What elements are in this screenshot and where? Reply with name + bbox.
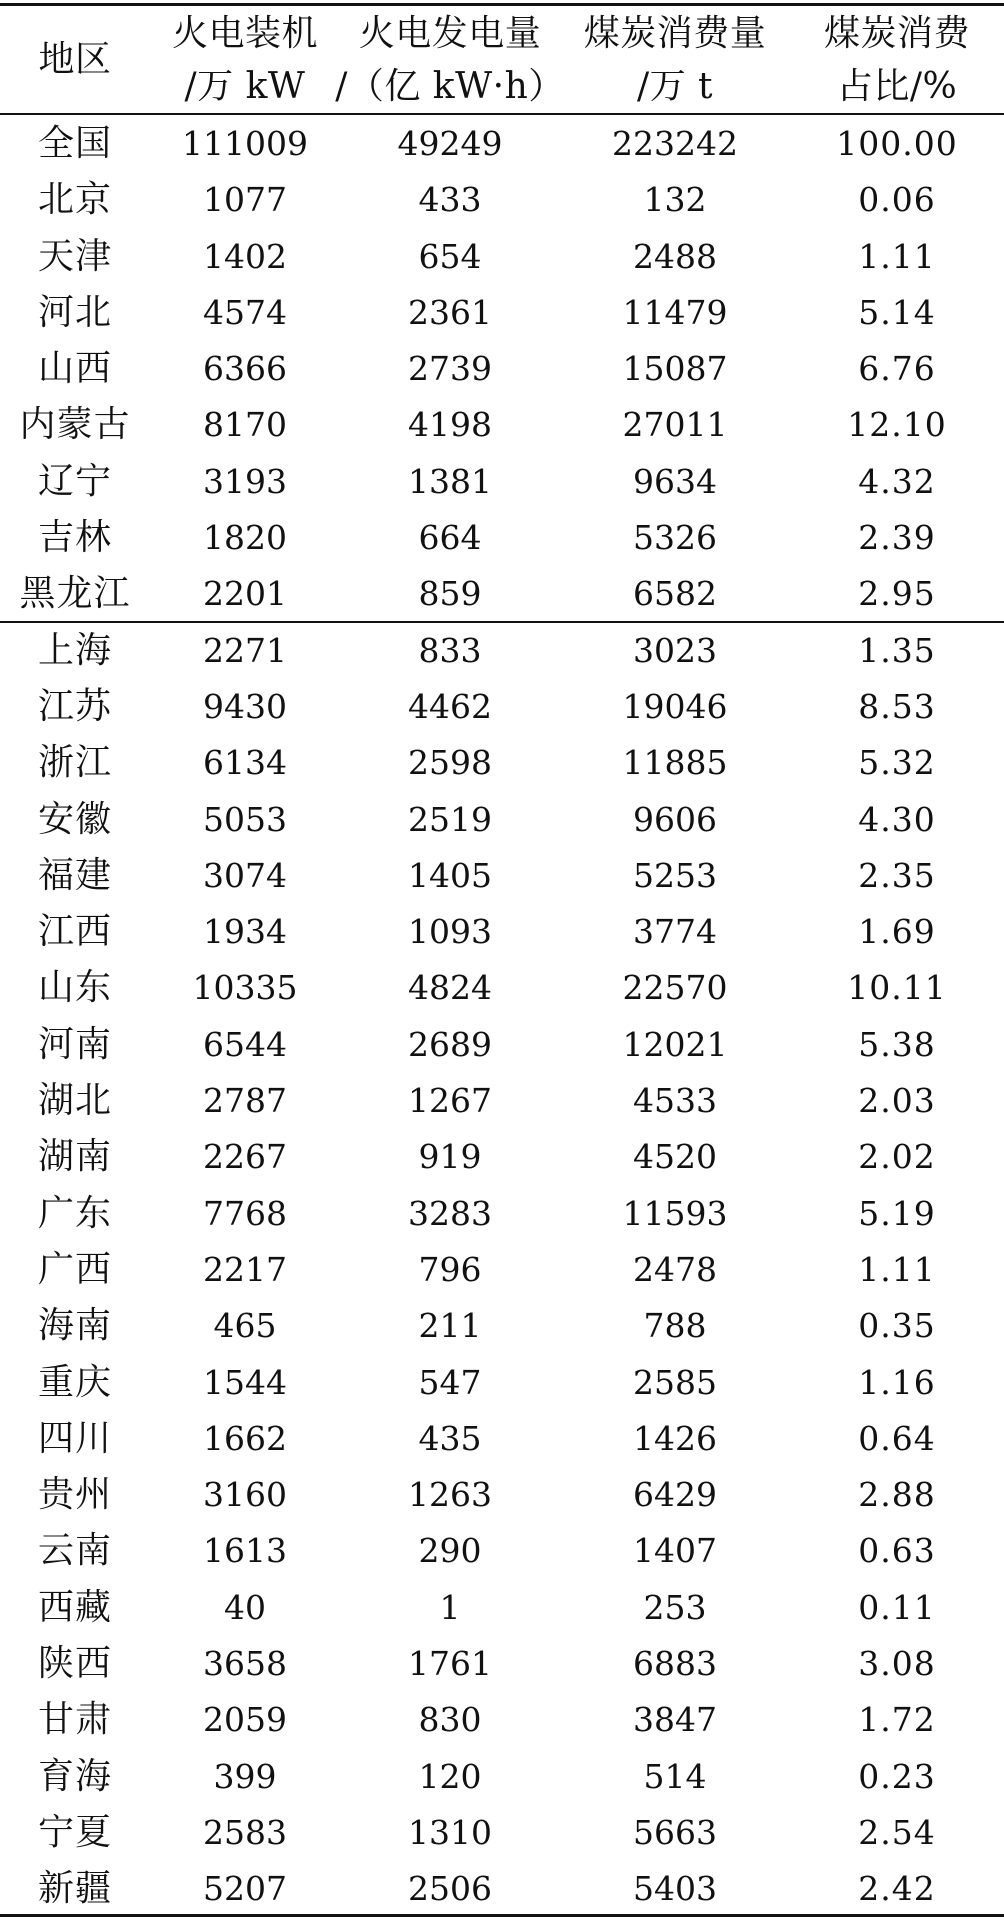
cell-region: 吉林 — [37, 517, 112, 559]
cell-thermal-capacity: 6134 — [203, 743, 287, 783]
cell-thermal-capacity: 1662 — [203, 1418, 287, 1458]
table-row — [0, 172, 1004, 228]
cell-thermal-capacity: 3074 — [203, 855, 287, 895]
cell-coal-share: 12.10 — [847, 405, 947, 445]
cell-coal-share: 100.00 — [836, 124, 958, 163]
cell-coal-share: 0.06 — [858, 180, 936, 220]
cell-thermal-capacity: 2271 — [203, 630, 287, 670]
cell-thermal-generation: 4462 — [408, 686, 492, 726]
cell-thermal-capacity: 1820 — [203, 518, 287, 558]
cell-thermal-generation: 1405 — [408, 855, 492, 895]
cell-coal-share: 8.53 — [858, 686, 936, 726]
cell-thermal-generation: 654 — [418, 236, 482, 276]
cell-coal-consumption: 223242 — [612, 124, 738, 163]
table-row — [0, 1073, 1004, 1129]
cell-coal-consumption: 4520 — [633, 1137, 717, 1177]
cell-coal-consumption: 6883 — [633, 1644, 717, 1684]
table-row — [0, 454, 1004, 510]
cell-region: 辽宁 — [37, 460, 112, 502]
cell-region: 西藏 — [37, 1586, 112, 1628]
cell-coal-share: 2.39 — [858, 518, 936, 558]
header-coal-share-line2: 占比/% — [836, 65, 958, 107]
cell-region: 甘肃 — [37, 1699, 112, 1741]
cell-region: 浙江 — [37, 742, 112, 784]
table-row — [0, 1186, 1004, 1242]
cell-thermal-capacity: 1077 — [203, 180, 287, 220]
cell-coal-consumption: 132 — [643, 180, 707, 220]
cell-coal-share: 1.35 — [858, 630, 936, 670]
cell-thermal-capacity: 3658 — [203, 1644, 287, 1684]
table-row — [0, 1467, 1004, 1523]
cell-thermal-capacity: 6544 — [203, 1024, 287, 1064]
cell-coal-share: 2.88 — [858, 1475, 936, 1515]
cell-thermal-generation: 49249 — [397, 124, 503, 163]
table-row — [0, 792, 1004, 848]
cell-thermal-generation: 3283 — [408, 1193, 492, 1233]
cell-region: 内蒙古 — [19, 404, 131, 446]
cell-thermal-capacity: 2583 — [203, 1812, 287, 1852]
cell-thermal-capacity: 1544 — [203, 1362, 287, 1402]
table-row — [0, 1298, 1004, 1354]
cell-coal-share: 4.32 — [858, 461, 936, 501]
cell-thermal-generation: 435 — [418, 1418, 482, 1458]
cell-thermal-generation: 4198 — [408, 405, 492, 445]
cell-coal-consumption: 5403 — [633, 1869, 717, 1909]
cell-thermal-generation: 664 — [418, 518, 482, 558]
cell-coal-consumption: 3023 — [633, 630, 717, 670]
cell-thermal-generation: 830 — [418, 1700, 482, 1740]
cell-thermal-generation: 120 — [418, 1756, 482, 1796]
cell-coal-share: 0.11 — [858, 1587, 936, 1627]
header-coal-consumption — [560, 6, 790, 113]
cell-coal-share: 5.19 — [858, 1193, 936, 1233]
table-header — [0, 6, 1004, 113]
cell-region: 广东 — [37, 1192, 112, 1234]
cell-thermal-capacity: 40 — [224, 1587, 266, 1627]
cell-coal-consumption: 3847 — [633, 1700, 717, 1740]
cell-region: 贵州 — [37, 1474, 112, 1516]
cell-thermal-generation: 1 — [439, 1587, 461, 1627]
section-divider-rule — [0, 621, 1004, 623]
cell-region: 北京 — [37, 179, 112, 221]
cell-coal-consumption: 2488 — [633, 236, 717, 276]
header-rule — [0, 113, 1004, 115]
cell-coal-consumption: 5663 — [633, 1812, 717, 1852]
table-row — [0, 1749, 1004, 1805]
cell-coal-share: 1.11 — [858, 236, 936, 276]
cell-coal-share: 0.35 — [858, 1306, 936, 1346]
cell-thermal-capacity: 4574 — [203, 292, 287, 332]
cell-thermal-generation: 919 — [418, 1137, 482, 1177]
table-row — [0, 1805, 1004, 1861]
cell-coal-consumption: 5253 — [633, 855, 717, 895]
cell-coal-share: 0.64 — [858, 1418, 936, 1458]
header-thermal-capacity — [150, 6, 340, 113]
table-row — [0, 679, 1004, 735]
cell-thermal-generation: 211 — [418, 1306, 482, 1346]
cell-thermal-generation: 1263 — [408, 1475, 492, 1515]
cell-thermal-capacity: 2787 — [203, 1081, 287, 1121]
table-bottom-rule — [0, 1914, 1004, 1917]
cell-coal-consumption: 788 — [643, 1306, 707, 1346]
cell-region: 广西 — [37, 1248, 112, 1290]
cell-thermal-generation: 833 — [418, 630, 482, 670]
table-row — [0, 1017, 1004, 1073]
cell-coal-share: 2.95 — [858, 574, 936, 614]
cell-thermal-capacity: 1613 — [203, 1531, 287, 1571]
cell-coal-share: 2.02 — [858, 1137, 936, 1177]
table-row — [0, 1411, 1004, 1467]
header-thermal-capacity-line2: /万 kW — [184, 65, 306, 107]
cell-coal-consumption: 9606 — [633, 799, 717, 839]
cell-region: 海南 — [37, 1305, 112, 1347]
cell-coal-consumption: 11593 — [622, 1193, 728, 1233]
cell-coal-consumption: 15087 — [622, 349, 728, 389]
cell-region: 全国 — [37, 123, 112, 164]
cell-thermal-capacity: 5053 — [203, 799, 287, 839]
cell-coal-consumption: 27011 — [622, 405, 728, 445]
table-body — [0, 116, 1004, 1918]
cell-coal-share: 10.11 — [847, 968, 947, 1008]
cell-thermal-generation: 1267 — [408, 1081, 492, 1121]
cell-coal-share: 2.35 — [858, 855, 936, 895]
cell-region: 陕西 — [37, 1643, 112, 1685]
table-row — [0, 1242, 1004, 1298]
cell-thermal-capacity: 9430 — [203, 686, 287, 726]
cell-region: 上海 — [37, 629, 112, 671]
cell-region: 宁夏 — [37, 1811, 112, 1853]
header-coal-consumption-line2: /万 t — [636, 65, 714, 107]
cell-region: 河北 — [37, 291, 112, 333]
cell-coal-share: 2.42 — [858, 1869, 936, 1909]
header-thermal-generation-line2: /（亿 kW·h） — [335, 65, 565, 107]
cell-thermal-generation: 796 — [418, 1249, 482, 1289]
cell-thermal-capacity: 10335 — [192, 968, 298, 1008]
cell-thermal-capacity: 465 — [213, 1306, 277, 1346]
cell-region: 福建 — [37, 854, 112, 896]
cell-coal-consumption: 6429 — [633, 1475, 717, 1515]
table-row — [0, 397, 1004, 453]
cell-thermal-generation: 2361 — [408, 292, 492, 332]
cell-coal-consumption: 11885 — [622, 743, 728, 783]
cell-thermal-generation: 2506 — [408, 1869, 492, 1909]
cell-thermal-generation: 290 — [418, 1531, 482, 1571]
cell-thermal-generation: 1381 — [408, 461, 492, 501]
cell-region: 江苏 — [37, 685, 112, 727]
header-region — [0, 6, 150, 113]
header-coal-share — [790, 6, 1004, 113]
cell-coal-share: 3.08 — [858, 1644, 936, 1684]
table-row — [0, 116, 1004, 172]
cell-thermal-generation: 1761 — [408, 1644, 492, 1684]
cell-coal-consumption: 3774 — [633, 912, 717, 952]
cell-coal-consumption: 22570 — [622, 968, 728, 1008]
cell-coal-consumption: 19046 — [622, 686, 728, 726]
cell-region: 湖北 — [37, 1080, 112, 1122]
cell-region: 育海 — [37, 1755, 112, 1797]
cell-coal-share: 0.63 — [858, 1531, 936, 1571]
cell-coal-consumption: 11479 — [622, 292, 728, 332]
table-row — [0, 1861, 1004, 1917]
cell-coal-share: 4.30 — [858, 799, 936, 839]
header-thermal-generation-line1: 火电发电量 — [358, 12, 542, 54]
cell-coal-share: 2.03 — [858, 1081, 936, 1121]
cell-region: 湖南 — [37, 1136, 112, 1178]
cell-region: 天津 — [37, 235, 112, 277]
cell-coal-share: 1.69 — [858, 912, 936, 952]
cell-coal-consumption: 1407 — [633, 1531, 717, 1571]
header-coal-share-line1: 煤炭消费 — [823, 12, 970, 54]
cell-region: 云南 — [37, 1530, 112, 1572]
cell-region: 江西 — [37, 911, 112, 953]
cell-thermal-generation: 859 — [418, 574, 482, 614]
cell-region: 重庆 — [37, 1361, 112, 1403]
cell-coal-share: 1.16 — [858, 1362, 936, 1402]
table-row — [0, 623, 1004, 679]
table-row — [0, 1355, 1004, 1411]
header-coal-consumption-line1: 煤炭消费量 — [583, 12, 767, 54]
cell-thermal-capacity: 2201 — [203, 574, 287, 614]
cell-coal-share: 2.54 — [858, 1812, 936, 1852]
header-thermal-generation — [335, 6, 565, 113]
cell-thermal-capacity: 111009 — [182, 124, 308, 163]
cell-region: 山西 — [37, 348, 112, 390]
cell-thermal-generation: 2689 — [408, 1024, 492, 1064]
cell-thermal-generation: 2739 — [408, 349, 492, 389]
table-row — [0, 1692, 1004, 1748]
cell-thermal-capacity: 8170 — [203, 405, 287, 445]
table-row — [0, 1523, 1004, 1579]
cell-thermal-generation: 4824 — [408, 968, 492, 1008]
cell-thermal-capacity: 3160 — [203, 1475, 287, 1515]
cell-coal-consumption: 9634 — [633, 461, 717, 501]
cell-coal-consumption: 1426 — [633, 1418, 717, 1458]
cell-thermal-generation: 2519 — [408, 799, 492, 839]
table-row — [0, 510, 1004, 566]
table-row — [0, 285, 1004, 341]
table-row — [0, 1580, 1004, 1636]
table-row — [0, 735, 1004, 791]
cell-coal-consumption: 514 — [643, 1756, 707, 1796]
cell-coal-consumption: 6582 — [633, 574, 717, 614]
cell-thermal-capacity: 399 — [213, 1756, 277, 1796]
table-row — [0, 229, 1004, 285]
table-row — [0, 960, 1004, 1016]
cell-region: 安徽 — [37, 798, 112, 840]
cell-coal-share: 5.38 — [858, 1024, 936, 1064]
cell-thermal-generation: 1310 — [408, 1812, 492, 1852]
table-row — [0, 566, 1004, 622]
cell-coal-share: 1.72 — [858, 1700, 936, 1740]
cell-thermal-generation: 2598 — [408, 743, 492, 783]
header-region-label: 地区 — [38, 39, 112, 80]
header-thermal-capacity-line1: 火电装机 — [171, 12, 318, 54]
cell-coal-consumption: 2478 — [633, 1249, 717, 1289]
cell-thermal-generation: 1093 — [408, 912, 492, 952]
cell-thermal-generation: 433 — [418, 180, 482, 220]
cell-thermal-capacity: 3193 — [203, 461, 287, 501]
cell-region: 四川 — [37, 1417, 112, 1459]
cell-thermal-capacity: 5207 — [203, 1869, 287, 1909]
table-row — [0, 1129, 1004, 1185]
cell-thermal-capacity: 6366 — [203, 349, 287, 389]
cell-coal-consumption: 253 — [643, 1587, 707, 1627]
table-row — [0, 904, 1004, 960]
cell-coal-consumption: 4533 — [633, 1081, 717, 1121]
cell-coal-share: 6.76 — [858, 349, 936, 389]
cell-region: 河南 — [37, 1023, 112, 1065]
cell-coal-share: 0.23 — [858, 1756, 936, 1796]
cell-region: 新疆 — [37, 1868, 112, 1910]
cell-region: 黑龙江 — [19, 573, 131, 615]
cell-coal-share: 5.14 — [858, 292, 936, 332]
cell-coal-consumption: 12021 — [622, 1024, 728, 1064]
cell-thermal-capacity: 7768 — [203, 1193, 287, 1233]
cell-thermal-capacity: 2267 — [203, 1137, 287, 1177]
cell-thermal-capacity: 1402 — [203, 236, 287, 276]
cell-thermal-capacity: 2217 — [203, 1249, 287, 1289]
cell-coal-consumption: 2585 — [633, 1362, 717, 1402]
cell-coal-share: 5.32 — [858, 743, 936, 783]
table-row — [0, 341, 1004, 397]
cell-region: 山东 — [37, 967, 112, 1009]
table-row — [0, 848, 1004, 904]
cell-thermal-capacity: 2059 — [203, 1700, 287, 1740]
cell-coal-share: 1.11 — [858, 1249, 936, 1289]
cell-thermal-capacity: 1934 — [203, 912, 287, 952]
cell-coal-consumption: 5326 — [633, 518, 717, 558]
table-row — [0, 1636, 1004, 1692]
cell-thermal-generation: 547 — [418, 1362, 482, 1402]
